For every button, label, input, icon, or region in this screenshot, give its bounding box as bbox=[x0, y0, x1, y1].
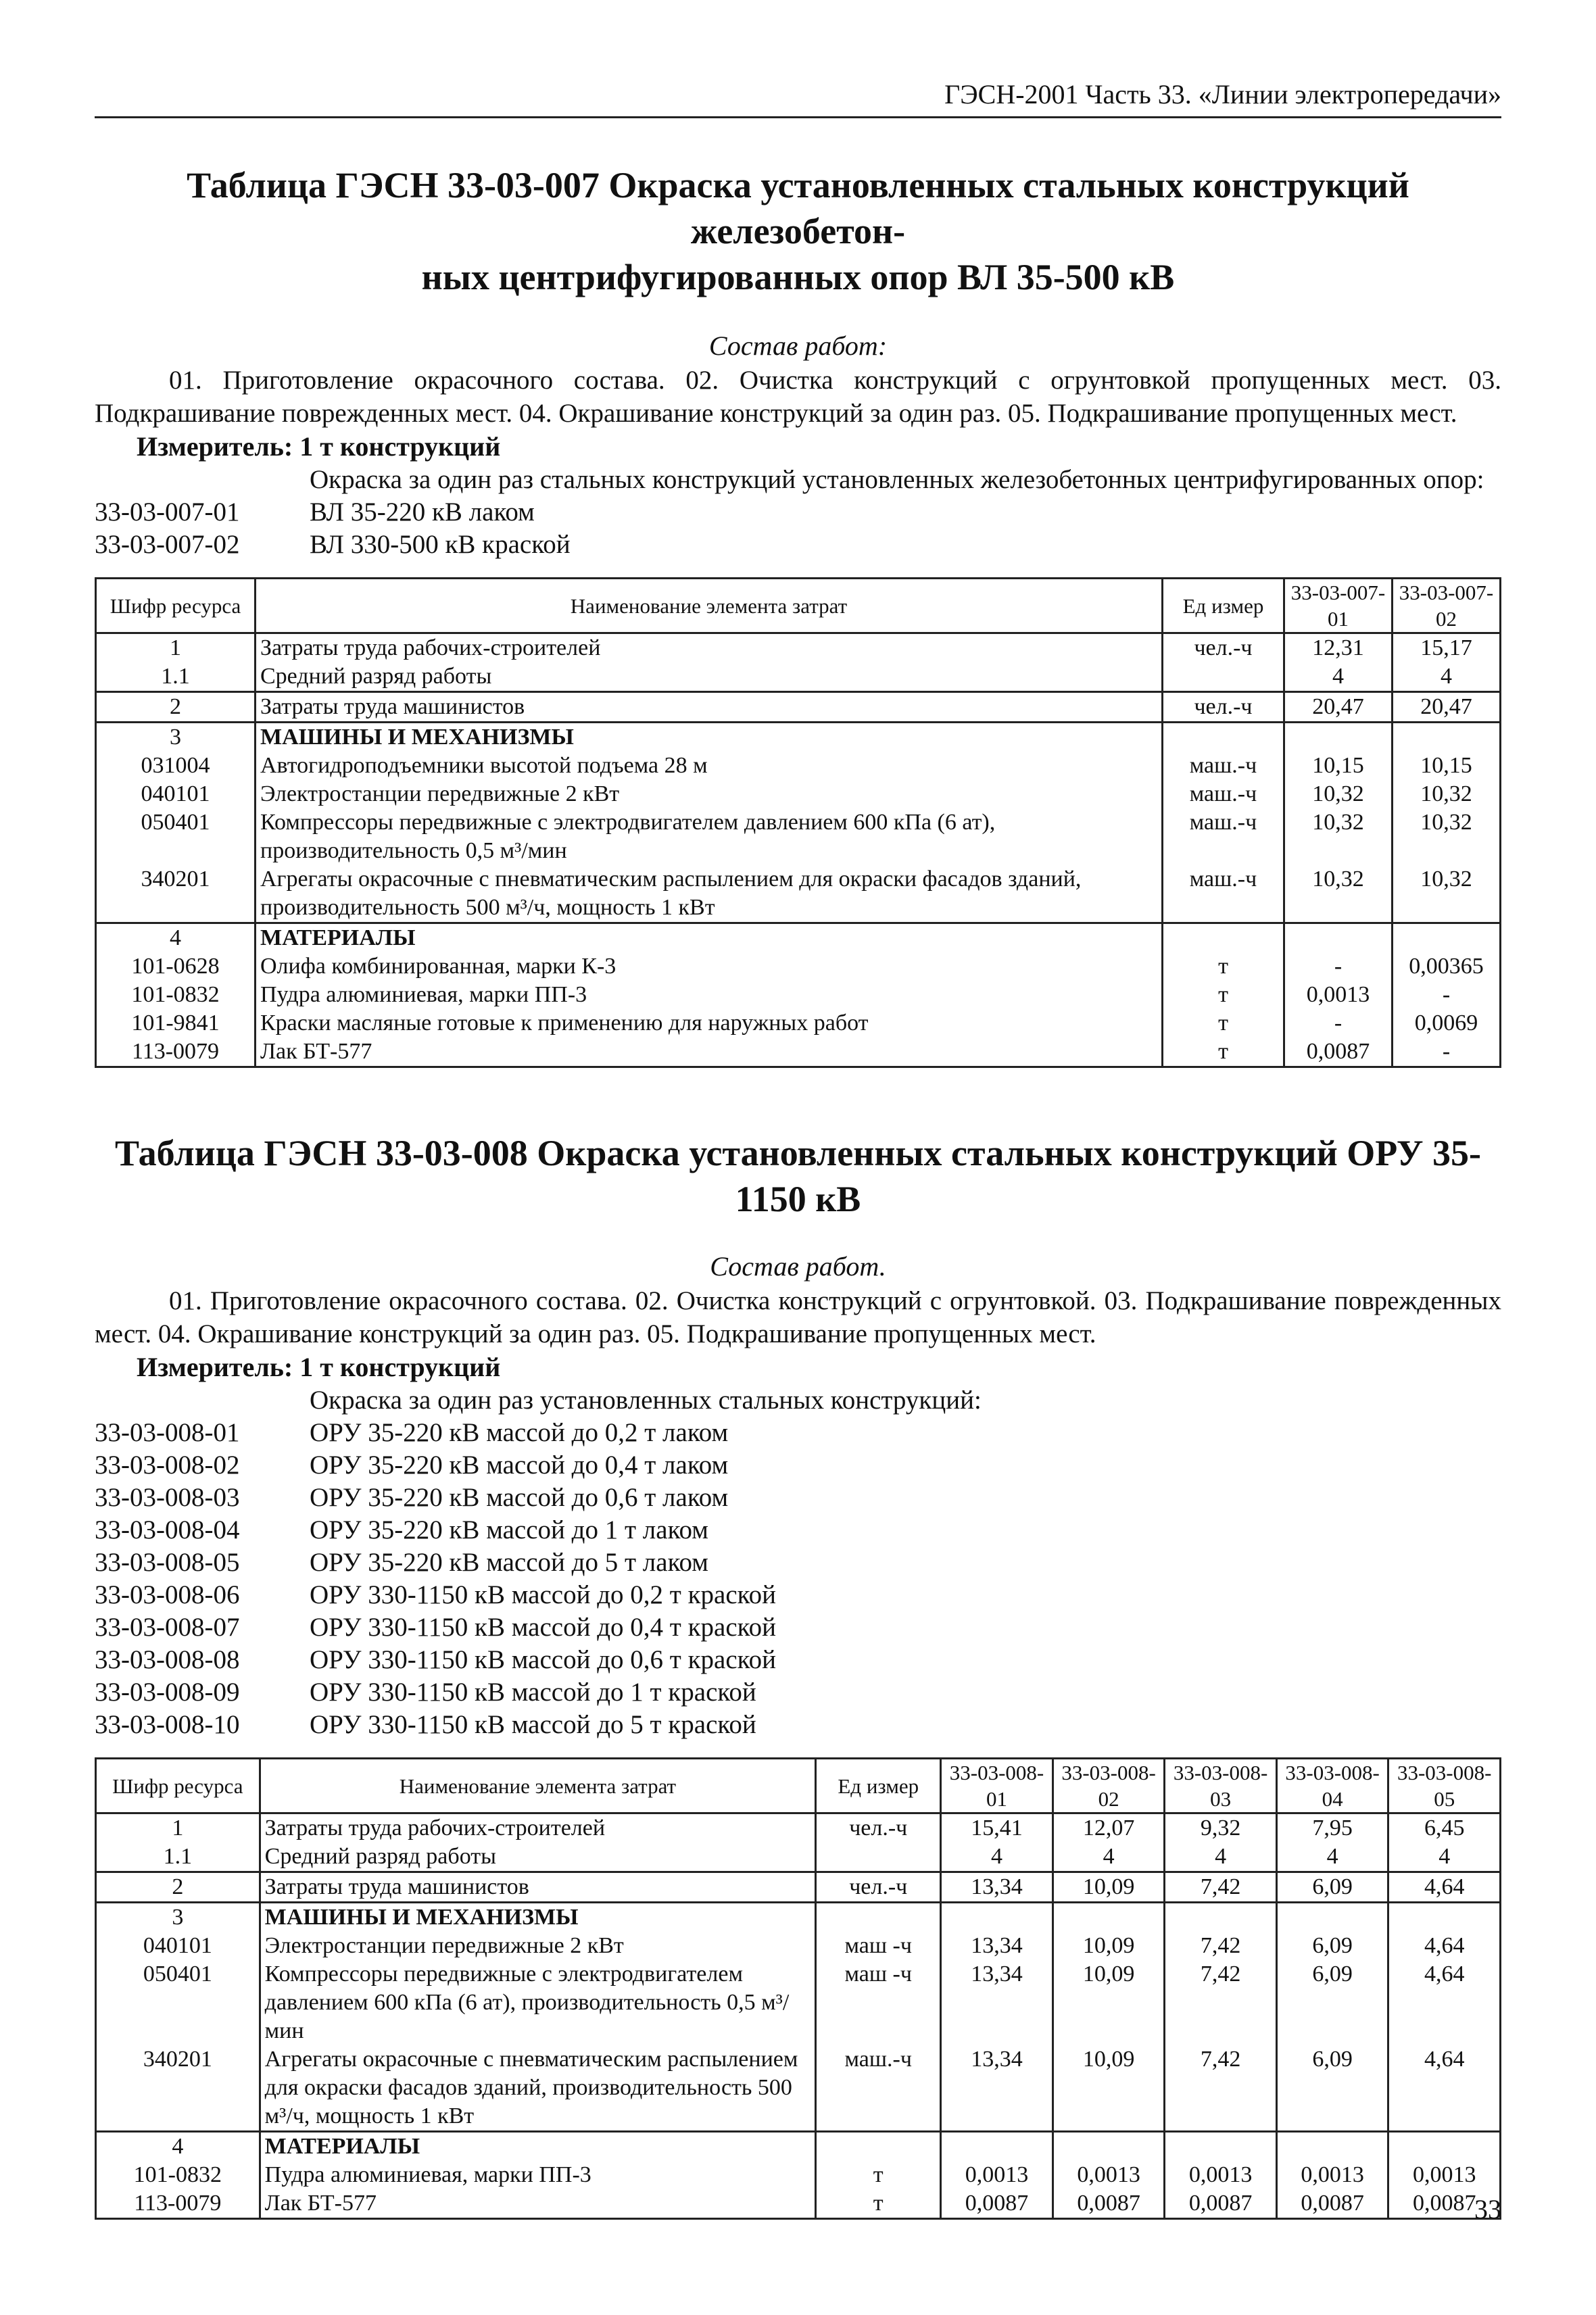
resource-name: Пудра алюминиевая, марки ПП-3 bbox=[260, 2161, 816, 2189]
norm-code: 33-03-008-02 bbox=[95, 1451, 240, 1480]
value-cell: 4 bbox=[1388, 1843, 1501, 1872]
value-cell: 13,34 bbox=[941, 1932, 1053, 1960]
resource-name: Лак БТ-577 bbox=[260, 2189, 816, 2219]
unit: маш.-ч bbox=[816, 2045, 941, 2132]
table-007-section bbox=[95, 162, 1501, 1068]
norm-code: 33-03-007-02 bbox=[95, 530, 240, 559]
resource-name: Компрессоры передвижные с электродвигателем давлением 600 кПа (6 ат), производительность 0,5 м³/мин bbox=[256, 808, 1163, 865]
resource-name: Затраты труда машинистов bbox=[256, 692, 1163, 723]
resource-name: Пудра алюминиевая, марки ПП-3 bbox=[256, 981, 1163, 1009]
resource-code: 3 bbox=[96, 723, 256, 752]
value-cell: 10,09 bbox=[1053, 2045, 1165, 2132]
value-cell: 6,09 bbox=[1276, 1960, 1388, 2045]
value-cell: 0,00365 bbox=[1393, 952, 1501, 981]
resource-name: Компрессоры передвижные с электродвигателем давлением 600 кПа (6 ат), производительность 0,5 м³/мин bbox=[260, 1960, 816, 2045]
unit bbox=[1163, 662, 1284, 692]
value-cell: 10,32 bbox=[1284, 780, 1393, 808]
norm-description: ОРУ 35-220 кВ массой до 0,2 т лаком bbox=[310, 1418, 729, 1447]
unit: чел.-ч bbox=[816, 1872, 941, 1903]
code-row bbox=[95, 1709, 1501, 1741]
unit: т bbox=[816, 2189, 941, 2219]
value-cell: 0,0087 bbox=[1276, 2189, 1388, 2219]
table-row bbox=[96, 2132, 1501, 2162]
value-cell: 0,0087 bbox=[1284, 1038, 1393, 1067]
resource-name: Электростанции передвижные 2 кВт bbox=[256, 780, 1163, 808]
value-cell bbox=[1053, 2132, 1165, 2162]
value-cell: 12,07 bbox=[1053, 1813, 1165, 1843]
resource-code: 113-0079 bbox=[96, 1038, 256, 1067]
value-cell: 0,0013 bbox=[1165, 2161, 1277, 2189]
resource-code: 101-9841 bbox=[96, 1009, 256, 1038]
value-cell: 4 bbox=[1284, 662, 1393, 692]
unit: т bbox=[816, 2161, 941, 2189]
table-row bbox=[96, 692, 1501, 723]
resource-code: 101-0832 bbox=[96, 981, 256, 1009]
value-cell: 4 bbox=[1276, 1843, 1388, 1872]
value-cell bbox=[1165, 1903, 1277, 1932]
value-cell: 0,0087 bbox=[1053, 2189, 1165, 2219]
resource-code: 4 bbox=[96, 923, 256, 953]
value-cell: 10,15 bbox=[1393, 752, 1501, 780]
value-cell: 10,32 bbox=[1284, 865, 1393, 923]
norm-code: 33-03-008-04 bbox=[95, 1515, 240, 1544]
meter bbox=[95, 430, 1501, 464]
norm-description: ОРУ 330-1150 кВ массой до 0,4 т краской bbox=[310, 1613, 777, 1642]
resource-code: 4 bbox=[96, 2132, 260, 2162]
norm-code: 33-03-008-06 bbox=[95, 1580, 240, 1609]
resource-name: Лак БТ-577 bbox=[256, 1038, 1163, 1067]
code-row bbox=[95, 1482, 1501, 1514]
table-row bbox=[96, 1009, 1501, 1038]
meter-label: Измеритель: bbox=[137, 431, 293, 462]
resource-name: Автогидроподъемники высотой подъема 28 м bbox=[256, 752, 1163, 780]
table-row bbox=[96, 752, 1501, 780]
table-row bbox=[96, 662, 1501, 692]
resource-name: Агрегаты окрасочные с пневматическим распылением для окраски фасадов зданий, производительность 500 м³/ч, мощность 1 кВт bbox=[256, 865, 1163, 923]
resource-code: 040101 bbox=[96, 780, 256, 808]
unit: т bbox=[1163, 981, 1284, 1009]
column-header: 33-03-007-01 bbox=[1284, 579, 1393, 633]
code-row bbox=[95, 1579, 1501, 1611]
table-row bbox=[96, 1038, 1501, 1067]
norm-description: ВЛ 330-500 кВ краской bbox=[310, 530, 571, 559]
value-cell: - bbox=[1284, 952, 1393, 981]
table-row bbox=[96, 923, 1501, 953]
value-cell: 13,34 bbox=[941, 1872, 1053, 1903]
value-cell: 6,09 bbox=[1276, 1872, 1388, 1903]
value-cell: 12,31 bbox=[1284, 633, 1393, 663]
unit: чел.-ч bbox=[1163, 692, 1284, 723]
column-header: 33-03-008-01 bbox=[941, 1759, 1053, 1813]
norm-code: 33-03-008-07 bbox=[95, 1613, 240, 1642]
value-cell: 0,0013 bbox=[941, 2161, 1053, 2189]
code-row bbox=[95, 1546, 1501, 1579]
table-row bbox=[96, 1813, 1501, 1843]
unit: маш -ч bbox=[816, 1960, 941, 2045]
resource-name: МАШИНЫ И МЕХАНИЗМЫ bbox=[256, 723, 1163, 752]
value-cell bbox=[1276, 2132, 1388, 2162]
table-row bbox=[96, 1843, 1501, 1872]
value-cell: 4 bbox=[941, 1843, 1053, 1872]
column-header: 33-03-008-02 bbox=[1053, 1759, 1165, 1813]
table-row bbox=[96, 1960, 1501, 2045]
resource-code: 2 bbox=[96, 692, 256, 723]
code-row bbox=[95, 1644, 1501, 1676]
unit: маш.-ч bbox=[1163, 752, 1284, 780]
norm-description: ОРУ 35-220 кВ массой до 0,4 т лаком bbox=[310, 1451, 729, 1480]
value-cell bbox=[1284, 923, 1393, 953]
resource-code: 101-0832 bbox=[96, 2161, 260, 2189]
resource-code: 101-0628 bbox=[96, 952, 256, 981]
table-row bbox=[96, 981, 1501, 1009]
value-cell bbox=[1276, 1903, 1388, 1932]
resource-name: Краски масляные готовые к применению для наружных работ bbox=[256, 1009, 1163, 1038]
value-cell bbox=[1388, 1903, 1501, 1932]
value-cell: 4,64 bbox=[1388, 1932, 1501, 1960]
column-header: Наименование элемента затрат bbox=[260, 1759, 816, 1813]
meter-value: 1 т конструкций bbox=[299, 431, 501, 462]
code-row bbox=[95, 496, 1501, 529]
norm-code: 33-03-008-01 bbox=[95, 1418, 240, 1447]
code-row bbox=[95, 529, 1501, 561]
value-cell: - bbox=[1393, 1038, 1501, 1067]
value-cell: - bbox=[1284, 1009, 1393, 1038]
column-header: 33-03-007-02 bbox=[1393, 579, 1501, 633]
unit bbox=[816, 1843, 941, 1872]
value-cell: 15,17 bbox=[1393, 633, 1501, 663]
header-text: ГЭСН-2001 Часть 33. «Линии электропередачи» bbox=[944, 79, 1501, 109]
norm-code: 33-03-008-08 bbox=[95, 1645, 240, 1674]
unit: т bbox=[1163, 1038, 1284, 1067]
composition-title: Состав работ. bbox=[710, 1251, 886, 1282]
value-cell bbox=[1393, 923, 1501, 953]
resource-name: МАТЕРИАЛЫ bbox=[256, 923, 1163, 953]
value-cell: 10,32 bbox=[1284, 808, 1393, 865]
unit bbox=[816, 1903, 941, 1932]
value-cell: 4 bbox=[1053, 1843, 1165, 1872]
resource-code: 2 bbox=[96, 1872, 260, 1903]
value-cell: 0,0013 bbox=[1053, 2161, 1165, 2189]
value-cell bbox=[1053, 1903, 1165, 1932]
value-cell bbox=[1165, 2132, 1277, 2162]
table-row bbox=[96, 865, 1501, 923]
composition-text: 01. Приготовление окрасочного состава. 02. Очистка конструкций с огрунтовкой. 03. Подкрашивание поврежденных мест. 04. Окрашивание конструкций за один раз. 05. Подкрашивание пропущенных мест. bbox=[95, 1286, 1501, 1348]
column-header: 33-03-008-03 bbox=[1165, 1759, 1277, 1813]
value-cell: 10,15 bbox=[1284, 752, 1393, 780]
unit: маш.-ч bbox=[1163, 808, 1284, 865]
value-cell: 10,32 bbox=[1393, 865, 1501, 923]
norm-description: ОРУ 35-220 кВ массой до 0,6 т лаком bbox=[310, 1483, 729, 1512]
norm-code: 33-03-008-10 bbox=[95, 1710, 240, 1739]
value-cell: 0,0069 bbox=[1393, 1009, 1501, 1038]
norm-description: ВЛ 35-220 кВ лаком bbox=[310, 497, 535, 527]
table-row bbox=[96, 633, 1501, 663]
resource-code: 113-0079 bbox=[96, 2189, 260, 2219]
value-cell: 13,34 bbox=[941, 1960, 1053, 2045]
resource-name: МАШИНЫ И МЕХАНИЗМЫ bbox=[260, 1903, 816, 1932]
value-cell: 6,09 bbox=[1276, 1932, 1388, 1960]
table-row bbox=[96, 2045, 1501, 2132]
resource-code: 1.1 bbox=[96, 662, 256, 692]
norm-code: 33-03-008-03 bbox=[95, 1483, 240, 1512]
intro-text: Окраска за один раз установленных стальных конструкций: bbox=[310, 1386, 982, 1415]
value-cell: 4 bbox=[1393, 662, 1501, 692]
unit: маш -ч bbox=[816, 1932, 941, 1960]
resource-name: Агрегаты окрасочные с пневматическим распылением для окраски фасадов зданий, производительность 500 м³/ч, мощность 1 кВт bbox=[260, 2045, 816, 2132]
resource-code: 031004 bbox=[96, 752, 256, 780]
value-cell: 4,64 bbox=[1388, 1960, 1501, 2045]
table-row bbox=[96, 1903, 1501, 1932]
column-header: Ед измер bbox=[1163, 579, 1284, 633]
norm-description: ОРУ 35-220 кВ массой до 1 т лаком bbox=[310, 1515, 708, 1544]
column-header: Шифр ресурса bbox=[96, 579, 256, 633]
table-008-section bbox=[95, 1130, 1501, 2220]
value-cell: - bbox=[1393, 981, 1501, 1009]
value-cell bbox=[1388, 2132, 1501, 2162]
value-cell: 20,47 bbox=[1393, 692, 1501, 723]
norm-code: 33-03-007-01 bbox=[95, 497, 240, 527]
code-row bbox=[95, 1611, 1501, 1644]
value-cell: 15,41 bbox=[941, 1813, 1053, 1843]
value-cell: 10,09 bbox=[1053, 1932, 1165, 1960]
meter-value: 1 т конструкций bbox=[299, 1352, 501, 1382]
value-cell: 0,0087 bbox=[1165, 2189, 1277, 2219]
resource-name: МАТЕРИАЛЫ bbox=[260, 2132, 816, 2162]
code-row bbox=[95, 1417, 1501, 1449]
value-cell: 0,0087 bbox=[941, 2189, 1053, 2219]
value-cell: 10,32 bbox=[1393, 780, 1501, 808]
code-row bbox=[95, 1449, 1501, 1482]
value-cell: 9,32 bbox=[1165, 1813, 1277, 1843]
resource-code: 340201 bbox=[96, 2045, 260, 2132]
table-row bbox=[96, 808, 1501, 865]
resource-name: Средний разряд работы bbox=[256, 662, 1163, 692]
value-cell: 7,42 bbox=[1165, 1932, 1277, 1960]
page-header bbox=[95, 76, 1501, 118]
composition-title: Состав работ: bbox=[708, 331, 888, 361]
resource-name: Олифа комбинированная, марки К-3 bbox=[256, 952, 1163, 981]
resource-name: Затраты труда рабочих-строителей bbox=[256, 633, 1163, 663]
value-cell: 0,0013 bbox=[1388, 2161, 1501, 2189]
table-row bbox=[96, 2161, 1501, 2189]
column-header: Ед измер bbox=[816, 1759, 941, 1813]
unit bbox=[1163, 723, 1284, 752]
norm-description: ОРУ 330-1150 кВ массой до 5 т краской bbox=[310, 1710, 756, 1739]
value-cell: 7,95 bbox=[1276, 1813, 1388, 1843]
resource-table-008 bbox=[95, 1757, 1501, 2220]
code-row bbox=[95, 1676, 1501, 1709]
column-header: Наименование элемента затрат bbox=[256, 579, 1163, 633]
table-008-title: Таблица ГЭСН 33-03-008 Окраска установленных стальных конструкций ОРУ 35-1150 кВ bbox=[114, 1133, 1482, 1219]
resource-code: 1.1 bbox=[96, 1843, 260, 1872]
intro-text: Окраска за один раз стальных конструкций установленных железобетонных центрифугированных опор: bbox=[310, 465, 1484, 494]
unit: маш.-ч bbox=[1163, 865, 1284, 923]
value-cell: 20,47 bbox=[1284, 692, 1393, 723]
table-row bbox=[96, 2189, 1501, 2219]
resource-code: 3 bbox=[96, 1903, 260, 1932]
resource-code: 340201 bbox=[96, 865, 256, 923]
unit bbox=[1163, 923, 1284, 953]
resource-name: Электростанции передвижные 2 кВт bbox=[260, 1932, 816, 1960]
norm-description: ОРУ 330-1150 кВ массой до 1 т краской bbox=[310, 1678, 756, 1707]
column-header: 33-03-008-04 bbox=[1276, 1759, 1388, 1813]
resource-name: Затраты труда рабочих-строителей bbox=[260, 1813, 816, 1843]
unit: т bbox=[1163, 952, 1284, 981]
resource-code: 040101 bbox=[96, 1932, 260, 1960]
unit bbox=[816, 2132, 941, 2162]
table-row bbox=[96, 1872, 1501, 1903]
page-number: 33 bbox=[1474, 2194, 1501, 2224]
resource-table-007 bbox=[95, 577, 1501, 1068]
value-cell bbox=[1284, 723, 1393, 752]
resource-name: Средний разряд работы bbox=[260, 1843, 816, 1872]
value-cell: 13,34 bbox=[941, 2045, 1053, 2132]
value-cell: 0,0087 bbox=[1388, 2189, 1501, 2219]
table-row bbox=[96, 723, 1501, 752]
value-cell bbox=[1393, 723, 1501, 752]
norm-code: 33-03-008-09 bbox=[95, 1678, 240, 1707]
table-row bbox=[96, 780, 1501, 808]
resource-name: Затраты труда машинистов bbox=[260, 1872, 816, 1903]
code-list bbox=[95, 496, 1501, 561]
resource-code: 050401 bbox=[96, 808, 256, 865]
norm-code: 33-03-008-05 bbox=[95, 1548, 240, 1577]
value-cell: 6,45 bbox=[1388, 1813, 1501, 1843]
value-cell: 4 bbox=[1165, 1843, 1277, 1872]
meter bbox=[95, 1350, 1501, 1384]
table-row bbox=[96, 952, 1501, 981]
value-cell bbox=[941, 2132, 1053, 2162]
value-cell: 7,42 bbox=[1165, 1960, 1277, 2045]
unit: чел.-ч bbox=[816, 1813, 941, 1843]
value-cell: 7,42 bbox=[1165, 1872, 1277, 1903]
table-007-title-line2: ных центрифугированных опор ВЛ 35-500 кВ bbox=[421, 257, 1175, 297]
column-header: 33-03-008-05 bbox=[1388, 1759, 1501, 1813]
value-cell: 6,09 bbox=[1276, 2045, 1388, 2132]
value-cell: 4,64 bbox=[1388, 2045, 1501, 2132]
unit: маш.-ч bbox=[1163, 780, 1284, 808]
meter-label: Измеритель: bbox=[137, 1352, 293, 1382]
value-cell: 4,64 bbox=[1388, 1872, 1501, 1903]
value-cell: 10,32 bbox=[1393, 808, 1501, 865]
norm-description: ОРУ 330-1150 кВ массой до 0,6 т краской bbox=[310, 1645, 777, 1674]
value-cell: 0,0013 bbox=[1276, 2161, 1388, 2189]
norm-description: ОРУ 35-220 кВ массой до 5 т лаком bbox=[310, 1548, 708, 1577]
column-header: Шифр ресурса bbox=[96, 1759, 260, 1813]
table-007-title-line1: Таблица ГЭСН 33-03-007 Окраска установленных стальных конструкций железобетон- bbox=[187, 165, 1409, 251]
resource-code: 050401 bbox=[96, 1960, 260, 2045]
value-cell: 10,09 bbox=[1053, 1872, 1165, 1903]
resource-code: 1 bbox=[96, 633, 256, 663]
value-cell: 7,42 bbox=[1165, 2045, 1277, 2132]
composition-text: 01. Приготовление окрасочного состава. 02. Очистка конструкций с огрунтовкой пропущенных мест. 03. Подкрашивание поврежденных мест. 04. Окрашивание конструкций за один раз. 05. Подкрашивание пропущенных мест. bbox=[95, 366, 1501, 428]
norm-description: ОРУ 330-1150 кВ массой до 0,2 т краской bbox=[310, 1580, 777, 1609]
code-list bbox=[95, 1417, 1501, 1741]
table-row bbox=[96, 1932, 1501, 1960]
value-cell bbox=[941, 1903, 1053, 1932]
unit: т bbox=[1163, 1009, 1284, 1038]
value-cell: 0,0013 bbox=[1284, 981, 1393, 1009]
value-cell: 10,09 bbox=[1053, 1960, 1165, 2045]
resource-code: 1 bbox=[96, 1813, 260, 1843]
code-row bbox=[95, 1514, 1501, 1546]
table-007-title bbox=[95, 162, 1501, 300]
unit: чел.-ч bbox=[1163, 633, 1284, 663]
